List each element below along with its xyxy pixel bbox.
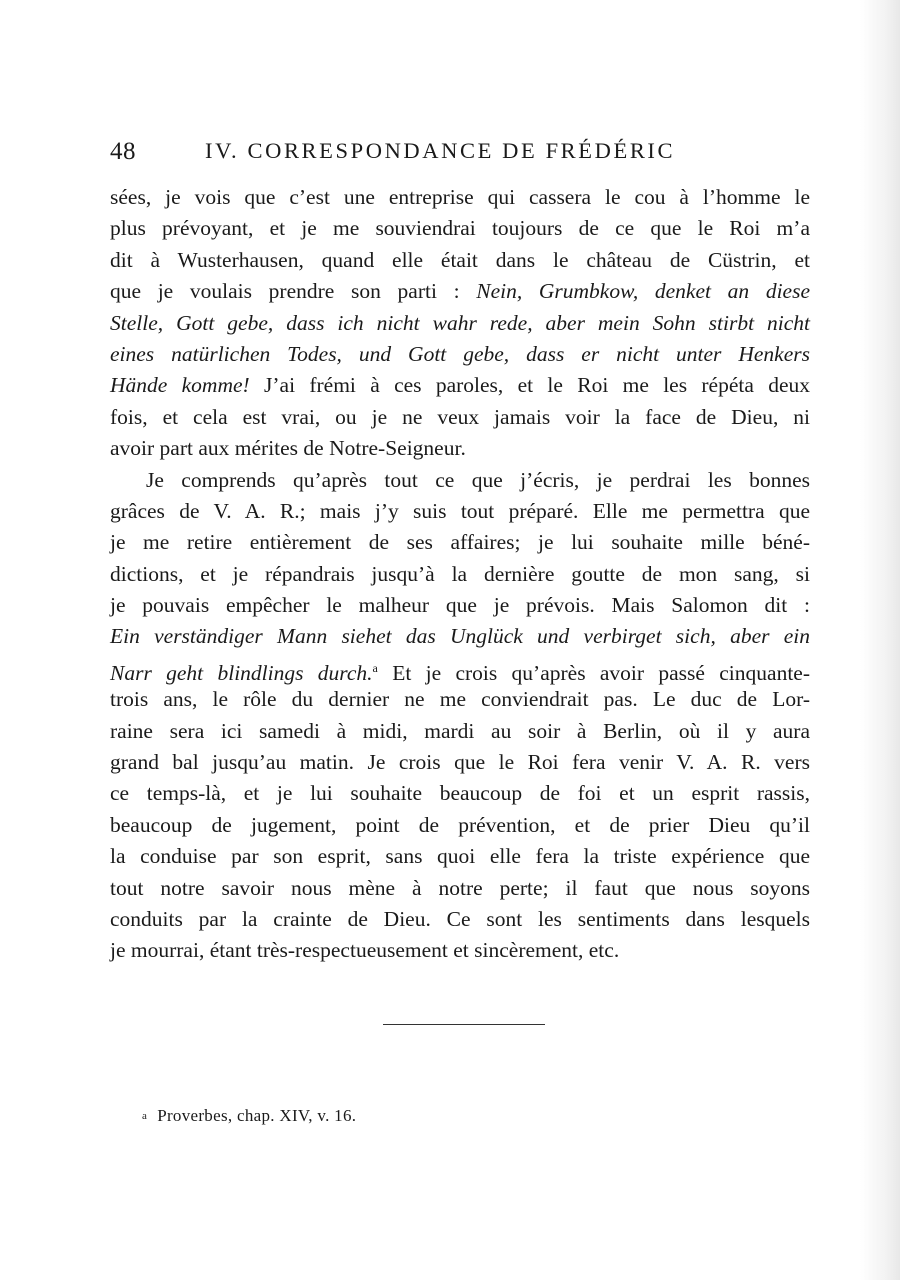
text-line: plus prévoyant, et je me souviendrai toujours de ce que le Roi m’a [110, 216, 810, 241]
paragraph-1 [110, 182, 810, 465]
text-line: conduits par la crainte de Dieu. Ce sont les sentiments dans lesquels [110, 906, 810, 931]
footnote-reference: a [372, 660, 378, 675]
footnote-mark: a [142, 1110, 148, 1122]
text-line: Je comprends qu’après tout ce que j’écris, je perdrai les bonnes [146, 467, 810, 492]
text-line: dit à Wusterhausen, quand elle était dans le château de Cüstrin, et [110, 247, 810, 272]
text-line: je mourrai, étant très-respectueusement et sincèrement, etc. [110, 938, 620, 963]
footnote-text: Proverbes, chap. XIV, v. 16. [157, 1106, 357, 1125]
text-line: raine sera ici samedi à midi, mardi au soir à Berlin, où il y aura [110, 718, 810, 743]
text-line: tout notre savoir nous mène à notre perte; il faut que nous soyons [110, 875, 810, 900]
german-quote: Ein verständiger Mann siehet das Unglück und verbirget sich, aber ein [110, 624, 810, 649]
text-run: que je voulais prendre son parti : [110, 279, 477, 304]
text-run: J’ai frémi à ces paroles, et le Roi me les répéta deux [249, 373, 811, 398]
body-text [110, 182, 810, 967]
text-run: Et je crois qu’après avoir passé cinquante- [377, 660, 811, 685]
german-quote: Nein, Grumbkow, denket an diese [476, 279, 810, 304]
text-line: fois, et cela est vrai, ou je ne veux jamais voir la face de Dieu, ni [110, 404, 810, 429]
text-line: je me retire entièrement de ses affaires; je lui souhaite mille béné- [110, 530, 810, 555]
paragraph-2 [110, 465, 810, 967]
running-title: IV. CORRESPONDANCE DE FRÉDÉRIC [205, 138, 676, 163]
text-line: dictions, et je répandrais jusqu’à la dernière goutte de mon sang, si [110, 561, 810, 586]
page-number: 48 [110, 138, 136, 165]
text-line [110, 653, 810, 684]
text-line: sées, je vois que c’est une entreprise qui cassera le cou à l’homme le [110, 185, 810, 209]
text-line [110, 370, 810, 401]
text-line [110, 276, 810, 307]
text-line: je pouvais empêcher le malheur que je prévois. Mais Salomon dit : [110, 593, 810, 618]
german-quote: Hände komme! [110, 373, 250, 398]
footnote [142, 1106, 356, 1126]
text-line: grâces de V. A. R.; mais j’y suis tout préparé. Elle me permettra que [110, 498, 810, 523]
text-line: grand bal jusqu’au matin. Je crois que le Roi fera venir V. A. R. vers [110, 750, 810, 775]
text-line: beaucoup de jugement, point de prévention, et de prier Dieu qu’il [110, 812, 810, 837]
text-line: la conduise par son esprit, sans quoi elle fera la triste expérience que [110, 844, 810, 869]
text-line [110, 308, 810, 339]
text-line [110, 621, 810, 652]
german-quote: Stelle, Gott gebe, dass ich nicht wahr rede, aber mein Sohn stirbt nicht [110, 310, 810, 335]
running-header [110, 138, 810, 172]
german-quote: eines natürlichen Todes, und Gott gebe, dass er nicht unter Henkers [110, 341, 810, 366]
separator-rule [383, 1024, 545, 1025]
text-line: avoir part aux mérites de Notre-Seigneur. [110, 436, 466, 461]
german-quote: Narr geht blindlings durch. [110, 660, 373, 685]
text-line: trois ans, le rôle du dernier ne me conviendrait pas. Le duc de Lor- [110, 687, 810, 712]
text-line [110, 339, 810, 370]
text-line: ce temps-là, et je lui souhaite beaucoup de foi et un esprit rassis, [110, 781, 810, 806]
